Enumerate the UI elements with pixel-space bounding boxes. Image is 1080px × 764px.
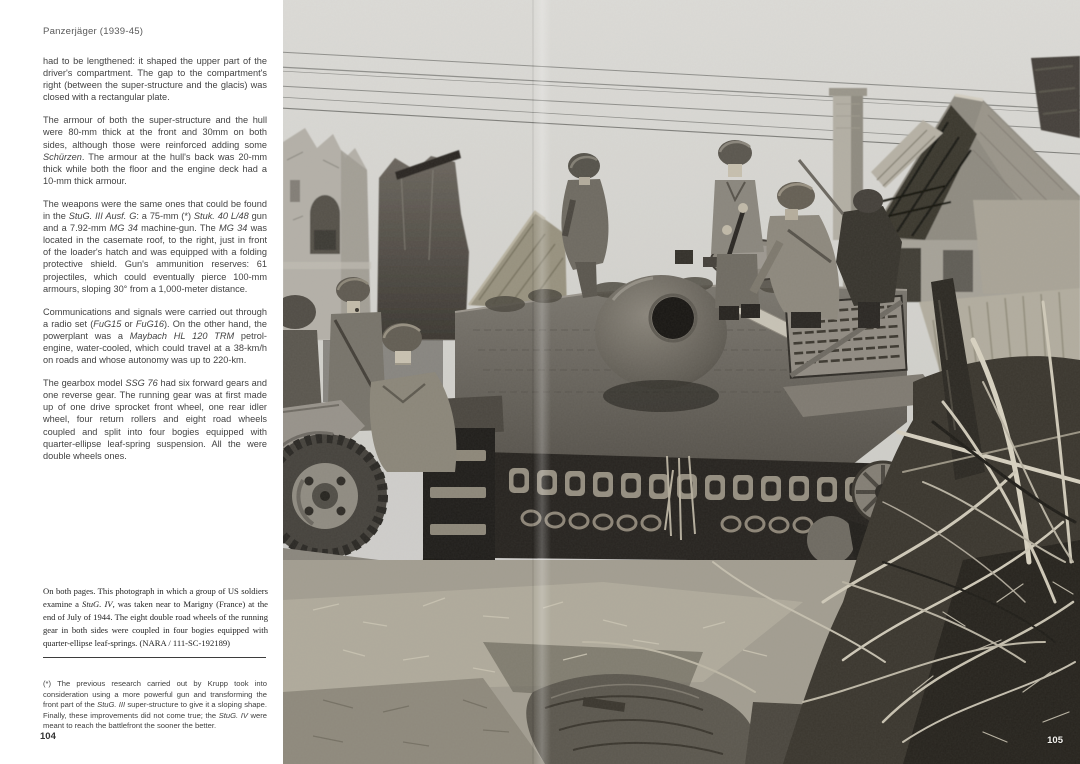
photo-stug-iv: [283, 0, 1080, 764]
caption-divider: [43, 657, 266, 658]
page-number-left: 104: [40, 731, 56, 742]
paragraph: Communications and signals were carried out through a radio set (FuG15 or FuG16). On the other hand, the powerplant was a Maybach HL 120 TRM petrol-engine, water-cooled, which could travel at a 38-km/h on roads and whose autonomy was up to 220-km.: [43, 306, 268, 366]
running-header: Panzerjäger (1939-45): [43, 26, 144, 37]
footnote: (*) The previous research carried out by Krupp took into consideration using a more powerful gun and transforming the front part of the StuG. III super-structure to give it a sloping shape. Finally, these improvements did not come true; the StuG. IV were meant to reach the battlefront the sooner the better.: [43, 679, 267, 731]
paragraph: had to be lengthened: it shaped the upper part of the driver's compartment. The gap to the compartment's right (between the super-structure and the glacis) was closed with a rectangular plate.: [43, 56, 267, 103]
photo-illustration: [283, 0, 1080, 764]
page-number-right: 105: [1047, 735, 1063, 746]
paragraph: The weapons were the same ones that could be found in the StuG. III Ausf. G: a 75-mm (*) Stuk. 40 L/48 gun and a 7.92-mm MG 34 machine-gun. The MG 34 was located in the casemate roof, to the right, just in front of the loader's hatch and was equipped with a folding protective shield. Gun's ammunition reserves: 61 projectiles, which could eventually pierce 100-mm armours, sloping 30° from a 1,000-meter distance.: [43, 198, 267, 294]
paragraph: The gearbox model SSG 76 had six forward gears and one reverse gear. The running gear was at first made up of one drive sprocket front wheel, one rear idler wheel, four return rollers and eight road wheels coupled and split into four bogies equipped with quarter-ellipse leaf-spring suspension. All the were double wheels ones.: [43, 378, 267, 461]
photo-caption: On both pages. This photograph in which a group of US soldiers examine a StuG. IV, was taken near to Marigny (France) at the end of July of 1944. The eight double road wheels of the running gear in both sides were coupled in four bogies equipped with quarter-ellipse leaf-springs. (NARA / 111-SC-192189): [43, 586, 268, 648]
gutter-crease: [533, 0, 551, 764]
film-grain: [283, 0, 1080, 764]
paragraph: The armour of both the super-structure and the hull were 80-mm thick at the front and 30mm on both sides, although those were reinforced adding some Schürzen. The armour at the hull's back was 20-mm thick while both the floor and the engine deck had a 10-mm thick armour.: [43, 115, 267, 186]
body-column: [43, 55, 267, 473]
